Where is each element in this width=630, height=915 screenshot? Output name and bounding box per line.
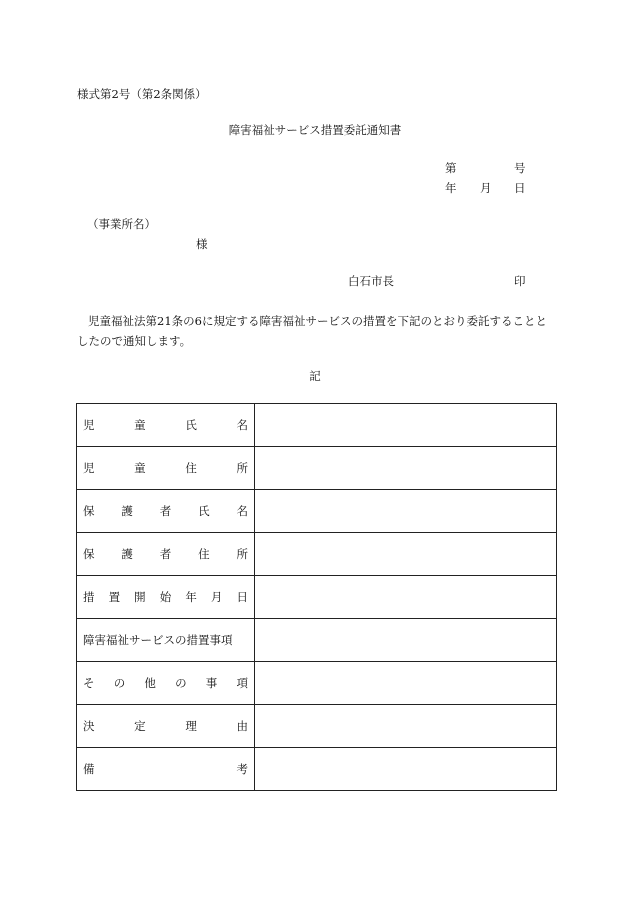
table-row [77,576,557,619]
date-month: 月 [480,181,492,195]
table-row [77,490,557,533]
row-label: 障害福祉サービスの措置事項 [77,619,255,662]
row-label: 措 置 開 始 年 月 日 [77,576,255,619]
table-row [77,748,557,791]
table-row [77,662,557,705]
number-go: 号 [514,161,526,175]
table-row [77,447,557,490]
row-label: 児 童 住 所 [77,447,255,490]
document-title: 障害福祉サービス措置委託通知書 [228,123,402,137]
table-row [77,705,557,748]
items-table [76,403,557,791]
row-value[interactable] [255,576,557,619]
honorific-sama: 様 [196,237,208,251]
row-value[interactable] [255,447,557,490]
date-day: 日 [514,181,526,195]
form-number: 様式第2号（第2条関係） [77,87,207,101]
date-year: 年 [445,181,457,195]
row-value[interactable] [255,533,557,576]
row-value[interactable] [255,490,557,533]
row-label: 決 定 理 由 [77,705,255,748]
row-value[interactable] [255,662,557,705]
row-value[interactable] [255,748,557,791]
sender-title: 白石市長 [348,274,394,288]
body-text: 児童福祉法第21条の6に規定する障害福祉サービスの措置を下記のとおり委託することとしたので通知します。 [77,314,547,348]
table-row [77,404,557,447]
office-name-label: （事業所名） [87,217,156,231]
row-label: 保 護 者 住 所 [77,533,255,576]
row-value[interactable] [255,404,557,447]
row-value[interactable] [255,619,557,662]
row-label: 児 童 氏 名 [77,404,255,447]
number-dai: 第 [445,161,457,175]
row-value[interactable] [255,705,557,748]
table-row [77,533,557,576]
row-label: 保 護 者 氏 名 [77,490,255,533]
table-row [77,619,557,662]
ki-heading: 記 [309,369,321,383]
row-label: 備 考 [77,748,255,791]
seal-mark: 印 [514,274,526,288]
row-label: そ の 他 の 事 項 [77,662,255,705]
